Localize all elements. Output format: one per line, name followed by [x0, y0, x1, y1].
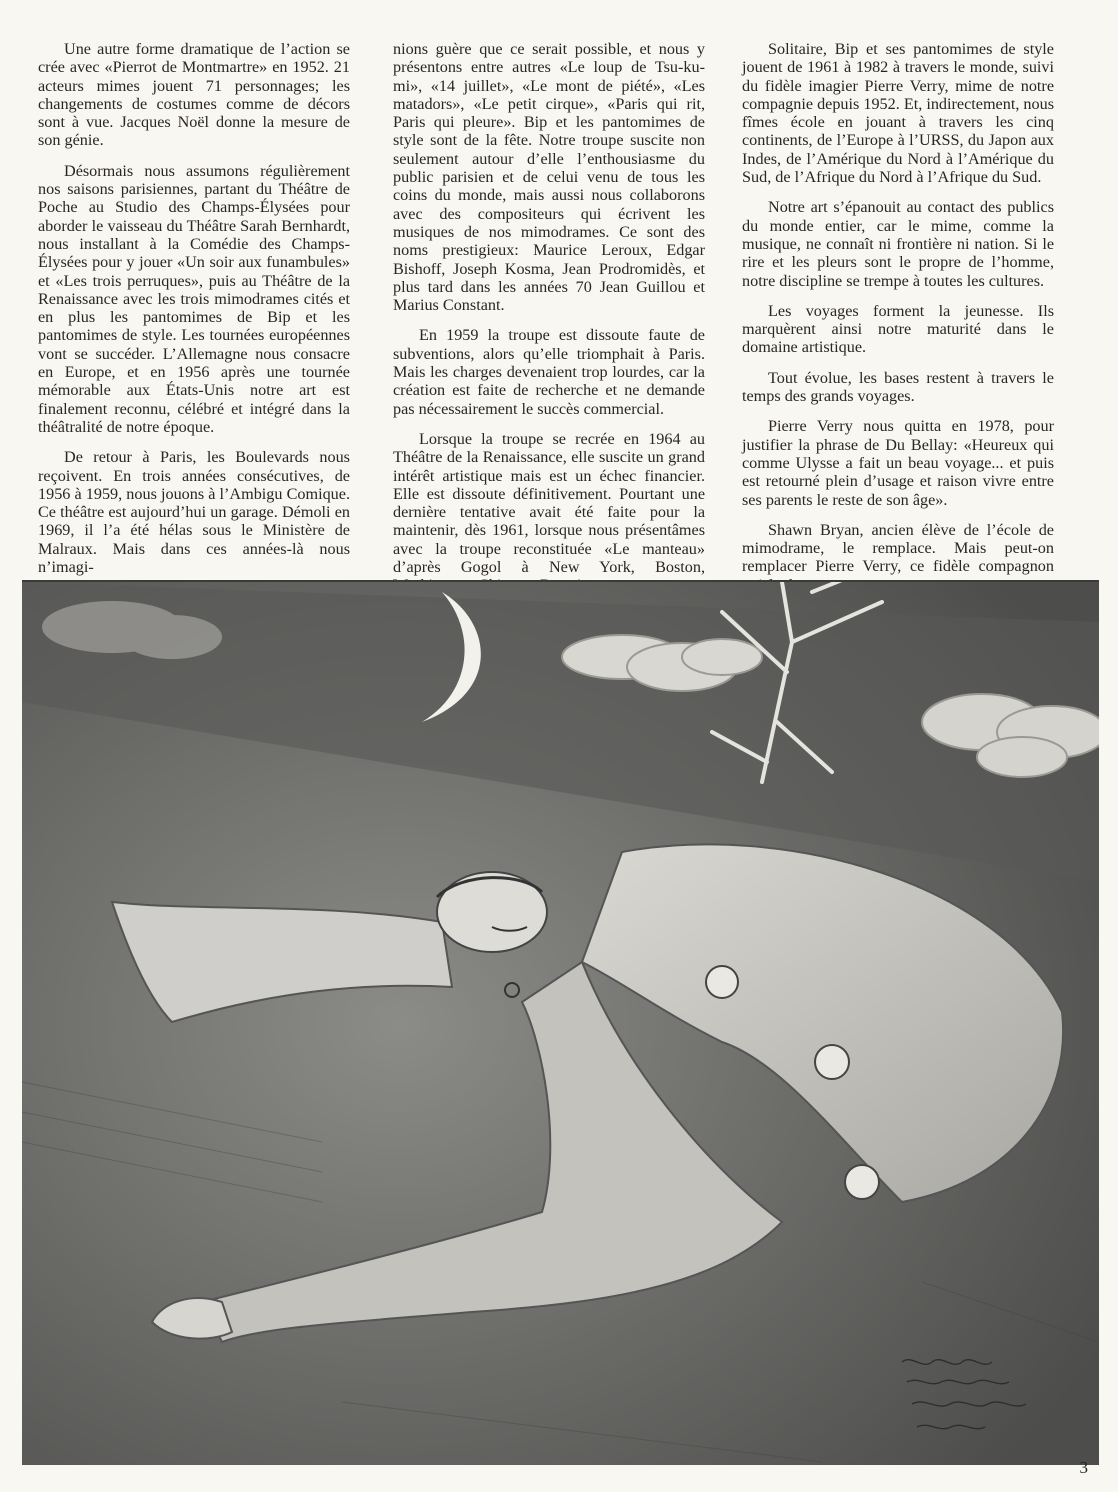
- text-column-1: [38, 40, 350, 588]
- text-column-3: [742, 40, 1054, 606]
- paragraph: Désormais nous assumons régulièrement nos saisons parisiennes, partant du Théâtre de Poche au Studio des Champs-Élysées pour aborder le vaisseau du Théâtre Sarah Bernhardt, nous installant à la Comédie des Champs-Élysées pour y jouer «Un soir aux funambules» et «Les trois perruques», puis au Théâtre de la Renaissance avec les trois mimodrames cités et en plus les pantomimes de Bip et les pantomimes de style. Les tournées européennes vont se succéder. L’Allemagne nous consacre en Europe, et en 1956 après une tournée mémorable aux États-Unis notre art est finalement reconnu, célébré et intégré dans la théâtralité de notre époque.: [38, 161, 350, 436]
- paragraph: Les voyages forment la jeunesse. Ils marquèrent ainsi notre maturité dans le domaine artistique.: [742, 301, 1054, 357]
- paragraph: Solitaire, Bip et ses pantomimes de style jouent de 1961 à 1982 à travers le monde, suivi du fidèle imagier Pierre Verry, mime de notre compagnie depuis 1952. Et, indirectement, nous fîmes école en jouant à travers les cinq continents, de l’Europe à l’URSS, du Japon aux Indes, de l’Amérique du Nord à l’Amérique du Sud, de l’Afrique du Nord à l’Afrique du Sud.: [742, 40, 1054, 187]
- page-number: 3: [1079, 1458, 1088, 1477]
- text-column-2: [393, 40, 705, 607]
- paragraph: De retour à Paris, les Boulevards nous reçoivent. En trois années consécutives, de 1956 à 1959, nous jouons à l’Ambigu Comique. Ce théâtre est aujourd’hui un garage. Démoli en 1969, il l’a été hélas sous le Ministère de Malraux. Mais dans ces années-là nous n’imagi-: [38, 448, 350, 577]
- paragraph: Pierre Verry nous quitta en 1978, pour justifier la phrase de Du Bellay: «Heureux qui comme Ulysse a fait un beau voyage... et puis est retourné plein d’usage et raison vivre entre ses parents le reste de son âge».: [742, 417, 1054, 509]
- paragraph: Tout évolue, les bases restent à travers le temps des grands voyages.: [742, 368, 1054, 406]
- paragraph: Une autre forme dramatique de l’action se crée avec «Pierrot de Montmartre» en 1952. 21 acteurs mimes jouent 71 personnages; les changements de costumes comme de décors sont à vue. Jacques Noël donne la mesure de son génie.: [38, 40, 350, 150]
- paragraph: Notre art s’épanouit au contact des publics du monde entier, car le mime, comme la musique, ne connaît ni frontière ni nation. Si le rire et les pleurs sont le propre de l’homme, notre discipline se trempe à toutes les cultures.: [742, 198, 1054, 290]
- paragraph: Lorsque la troupe se recrée en 1964 au Théâtre de la Renaissance, elle suscite un grand intérêt artistique mais est un échec financier. Elle est dissoute définitivement. Pourtant une dernière tentative avait été faite pour la maintenir, dès 1961, lorsque nous présentâmes avec la troupe reconstituée «Le manteau» d’après Gogol à New York, Boston,: [393, 429, 705, 577]
- paragraph: Shawn Bryan, ancien élève de l’école de mimodrame, le remplace. Mais peut-on remplacer Pierre Verry, ce fidèle compagnon: [742, 520, 1054, 576]
- paragraph: En 1959 la troupe est dissoute faute de subventions, alors qu’elle triomphait à Paris. Mais les charges devenaient trop lourdes, car la création est faite de recherche et ne demande pas nécessairement le succès commercial.: [393, 326, 705, 418]
- pierrot-illustration: [22, 580, 1099, 1465]
- paragraph: nions guère que ce serait possible, et nous y présentons entre autres «Le loup de Tsu-ku-mi», «14 juillet», «Le mont de piété», «Les matadors», «Le petit cirque», «Paris qui rit, Paris qui pleure». Bip et les pantomimes de style sont de la fête. Notre troupe suscite non seulement autour d’elle l’enthousiasme du public parisien et de celui venu de tous les coins du monde, mais aussi nous collaborons avec des compositeurs qui écrivent les musiques de nos mimodrames. Ce sont des noms prestigieux: Maurice Leroux, Edgar Bishoff, Joseph Kosma, Jean Prodromidès, et plus tard dans les années 70 Jean Guillou et Marius Constant.: [393, 40, 705, 315]
